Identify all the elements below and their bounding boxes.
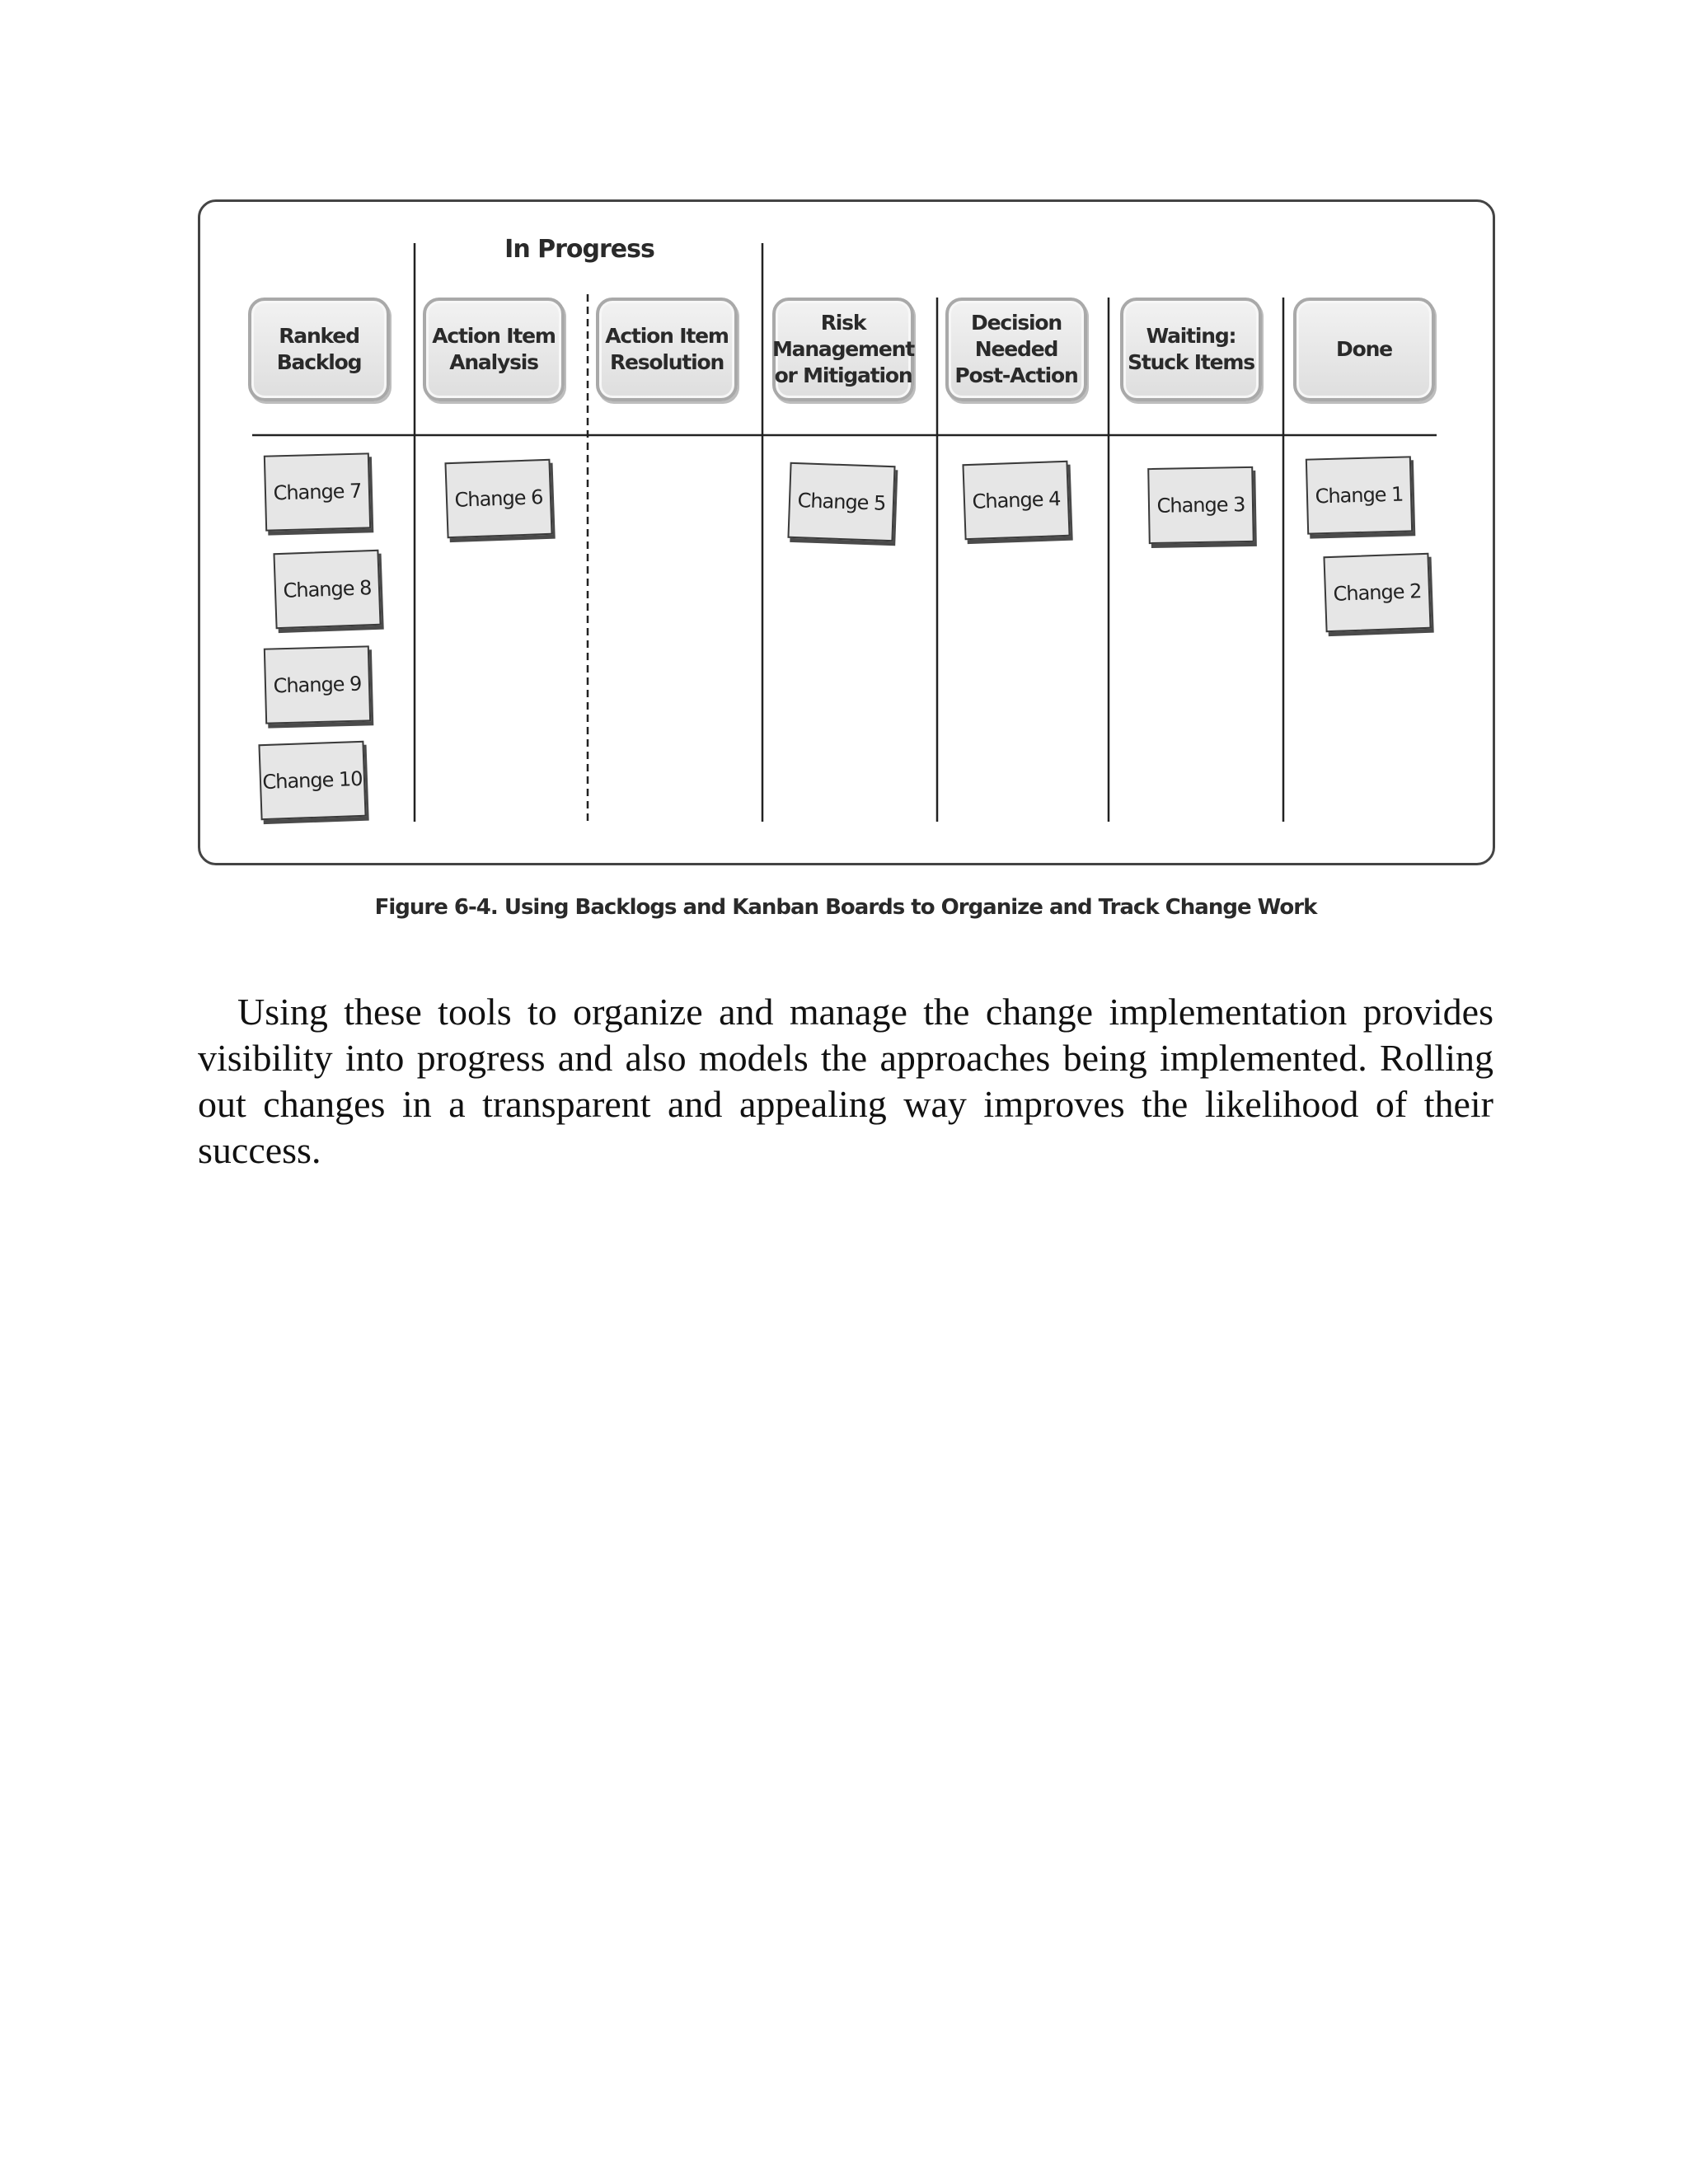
in-progress-group-label: In Progress <box>504 235 654 264</box>
kanban-figure <box>198 199 1493 864</box>
change-card <box>962 461 1070 540</box>
card-label: Change 6 <box>454 485 543 512</box>
kanban-board <box>198 199 1495 865</box>
card-label: Change 1 <box>1315 482 1404 509</box>
card-label: Change 8 <box>283 576 372 602</box>
column-header-waiting-stuck <box>1120 298 1262 401</box>
column-header-label: Decision Needed Post-Action <box>954 311 1078 387</box>
column-header-decision-needed <box>945 298 1087 401</box>
card-label: Change 7 <box>273 479 362 505</box>
column-header-ranked-backlog <box>248 298 390 401</box>
column-header-label: Action Item Analysis <box>432 324 556 374</box>
figure-caption: Figure 6-4. Using Backlogs and Kanban Boards to Organize and Track Change Work <box>374 895 1317 920</box>
column-header-action-item-resolution <box>596 298 738 401</box>
column-header-risk-management <box>772 298 914 401</box>
column-header-action-item-analysis <box>423 298 565 401</box>
column-header-label: Risk Management or Mitigation <box>771 311 915 387</box>
change-card <box>1147 466 1254 544</box>
card-label: Change 2 <box>1333 579 1422 606</box>
card-label: Change 10 <box>262 766 363 794</box>
column-header-done <box>1293 298 1435 401</box>
card-label: Change 9 <box>273 672 362 698</box>
change-card <box>787 462 895 541</box>
change-card <box>1306 456 1413 534</box>
card-label: Change 4 <box>972 487 1061 513</box>
column-header-label: Waiting: Stuck Items <box>1128 324 1254 374</box>
change-card <box>444 459 552 538</box>
change-card <box>273 550 381 629</box>
change-card <box>264 452 371 531</box>
body-paragraph: Using these tools to organize and manage the change implementation provides visibility into progress and also models the approaches being implemented. Rolling out changes in a transparent and appealing way improves the likelihood of their success. <box>198 991 1493 1171</box>
card-label: Change 3 <box>1156 493 1245 518</box>
column-header-label: Done <box>1336 337 1392 361</box>
change-card <box>264 645 371 724</box>
card-label: Change 5 <box>797 489 886 515</box>
change-card <box>258 741 366 820</box>
column-header-label: Ranked Backlog <box>276 324 362 374</box>
column-header-label: Action Item Resolution <box>605 324 729 374</box>
change-card <box>1323 553 1431 632</box>
